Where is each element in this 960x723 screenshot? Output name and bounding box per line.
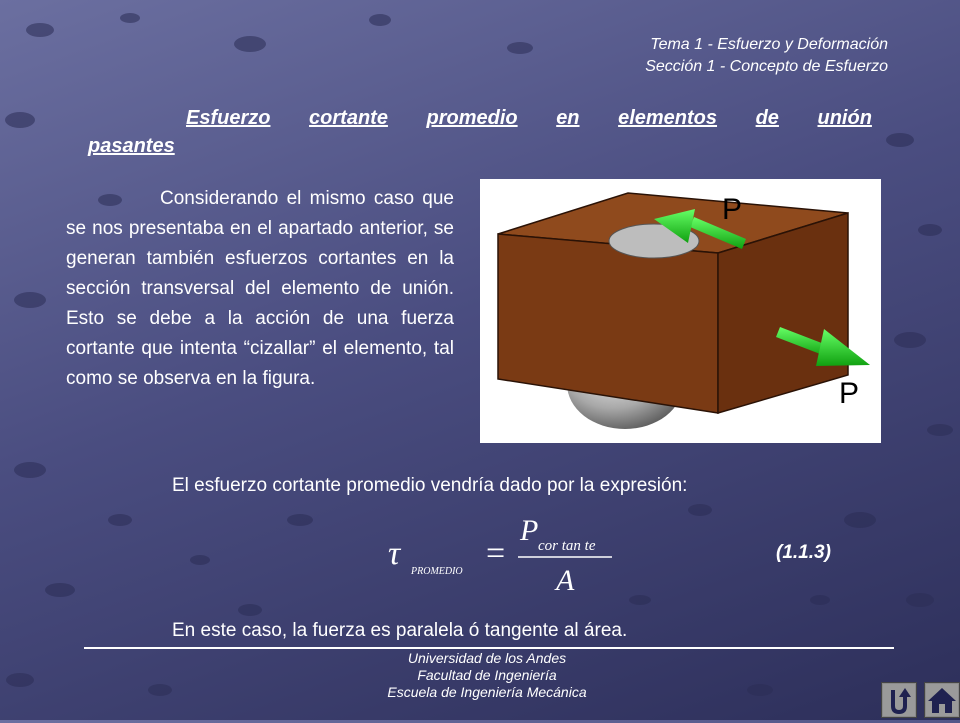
school-label: Escuela de Ingeniería Mecánica [387, 684, 587, 700]
title-word: unión [817, 107, 872, 129]
title-word: de [755, 107, 779, 129]
home-button[interactable] [924, 682, 960, 718]
force-label-bottom: P [839, 377, 860, 410]
faculty-label: Facultad de Ingeniería [417, 667, 557, 683]
body-paragraph: Considerando el mismo caso que se nos presentaba en el apartado anterior, se generan también esfuerzos cortantes en la sección transversal del elemento de unión. Esto se debe a la acción de una fuerza cortante que intenta “cizallar” el elemento, tal como se observa en la figura. [66, 188, 454, 389]
u-turn-back-icon [881, 682, 917, 718]
shear-stress-formula [380, 512, 640, 598]
title-line-1 [88, 104, 872, 132]
title-word: en [556, 107, 580, 129]
block-front-face [498, 234, 718, 413]
title-word: cortante [309, 107, 388, 129]
denominator-a: A [556, 564, 575, 597]
title-line-2 [88, 132, 872, 160]
force-label-top: P [722, 193, 743, 226]
shear-figure-drawing [480, 179, 881, 443]
topic-label: Tema 1 - Esfuerzo y Deformación [650, 36, 888, 53]
slide-header [645, 34, 888, 78]
shear-figure [480, 179, 881, 443]
slide-title [88, 104, 872, 160]
title-word: elementos [618, 107, 718, 129]
university-label: Universidad de los Andes [407, 650, 567, 666]
tau-subscript: PROMEDIO [411, 566, 463, 577]
equals-sign: = [486, 535, 506, 572]
title-word: Esfuerzo [186, 107, 271, 129]
title-word: pasantes [88, 135, 175, 157]
formula-drawing [380, 512, 640, 598]
title-word: promedio [426, 107, 518, 129]
equation-number: (1.1.3) [776, 542, 831, 563]
tau-symbol: τ [388, 535, 401, 572]
slide-footer [300, 650, 674, 701]
footer-divider [84, 647, 894, 649]
numerator-p: P [520, 514, 539, 547]
section-label: Sección 1 - Concepto de Esfuerzo [645, 58, 888, 75]
numerator-subscript: cor tan te [538, 538, 596, 554]
home-icon [924, 682, 960, 718]
expression-intro: El esfuerzo cortante promedio vendría dado por la expresión: [172, 475, 688, 496]
back-button[interactable] [881, 682, 917, 718]
conclusion-text: En este caso, la fuerza es paralela ó tangente al área. [172, 620, 628, 641]
